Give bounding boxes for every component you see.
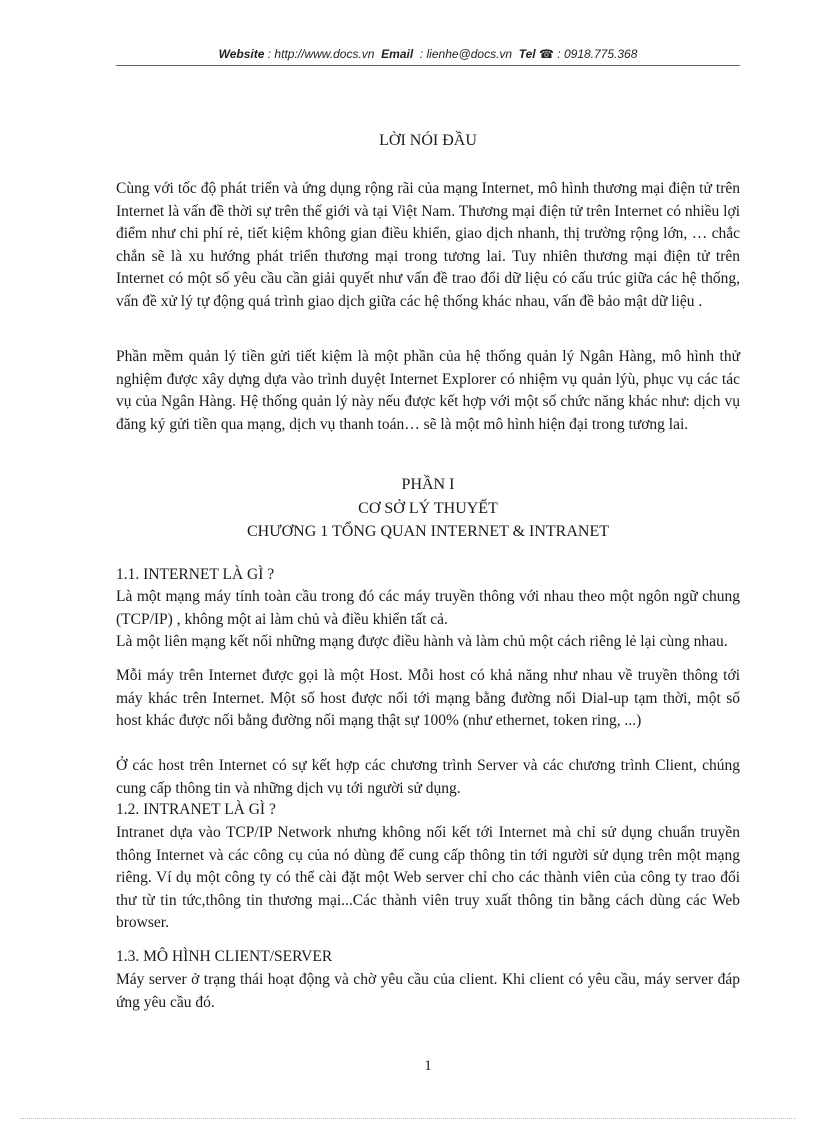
intro-paragraph-1: Cùng với tốc độ phát triển và ứng dụng rộng rãi của mạng Internet, mô hình thương mại điện tử trên Internet là vấn đề thời sự trên thế giới và tại Việt Nam. Thương mại điện tử trên Internet có nhiều lợi điểm như chi phí rẻ, tiết kiệm không gian điều khiển, giao dịch nhanh, thị trường rộng lớn, … chắc chắn sẽ là xu hướng phát triển thương mại trong tương lai. Tuy nhiên thương mại điện tử trên Internet có một số yêu cầu cần giải quyết như vấn đề trao đổi dữ liệu có cấu trúc giữa các hệ thống, vấn đề xử lý tự động quá trình giao dịch giữa các hệ thống khác nhau, vấn đề bảo mật dữ liệu . — [116, 180, 740, 310]
section-1-3-paragraph: Máy server ở trạng thái hoạt động và chờ yêu cầu của client. Khi client có yêu cầu, máy server đáp ứng yêu cầu đó. — [116, 971, 740, 1011]
page-title: LỜI NÓI ĐẦU — [379, 132, 477, 149]
phone-icon: ☎ — [539, 47, 554, 61]
section-1-1-paragraph: Ở các host trên Internet có sự kết hợp các chương trình Server và các chương trình Client, chúng cung cấp thông tin và những dịch vụ tới người sử dụng. — [116, 757, 740, 797]
section-1-2-paragraph: Intranet dựa vào TCP/IP Network nhưng không nối kết tới Internet mà chỉ sử dụng chuẩn truyền thông Internet và các công cụ của nó dùng để cung cấp thông tin tới người sử dụng trên một mạng riêng. Ví dụ một công ty có thể cài đặt một Web server chỉ cho các thành viên của công ty trao đổi thư từ tin tức,thông tin thương mại...Các thành viên truy xuất thông tin bằng cách dùng các Web browser. — [116, 824, 740, 932]
section-heading-1-2: 1.2. INTRANET LÀ GÌ ? — [116, 801, 276, 818]
email-label: Email — [381, 47, 414, 61]
header-divider — [116, 65, 740, 66]
chapter-heading: CHƯƠNG 1 TỔNG QUAN INTERNET & INTRANET — [246, 523, 609, 540]
website-label: Website — [218, 47, 265, 61]
section-1-1-paragraph: Là một liên mạng kết nối những mạng được điều hành và làm chủ một cách riêng lẻ lại cùng nhau. — [116, 633, 728, 650]
footer-divider — [20, 1118, 796, 1119]
page-header — [116, 46, 740, 62]
tel-value: : 0918.775.368 — [557, 47, 638, 61]
part-subtitle: CƠ SỞ LÝ THUYẾT — [358, 500, 498, 517]
section-1-1-paragraph: Mỗi máy trên Internet được gọi là một Host. Mỗi host có khả năng như nhau về truyền thông tới máy khác trên Internet. Một số host được nối tới mạng bằng đường nối Dial-up tạm thời, một số host khác được nối bằng đường nối mạng thật sự 100% (như ethernet, token ring, ...) — [116, 667, 740, 730]
part-heading: PHẦN I — [401, 476, 455, 493]
tel-label: Tel — [518, 47, 536, 61]
website-value: : http://www.docs.vn — [267, 47, 375, 61]
section-heading-1-3: 1.3. MÔ HÌNH CLIENT/SERVER — [116, 948, 333, 965]
page-number: 1 — [424, 1058, 432, 1074]
section-1-1-paragraph: Là một mạng máy tính toàn cầu trong đó các máy truyền thông với nhau theo một ngôn ngữ chung (TCP/IP) , không một ai làm chủ và điều khiển tất cả. — [116, 588, 740, 628]
section-heading-1-1: 1.1. INTERNET LÀ GÌ ? — [116, 566, 275, 583]
intro-paragraph-2: Phần mềm quản lý tiền gửi tiết kiệm là một phần của hệ thống quản lý Ngân Hàng, mô hình thử nghiệm được xây dựng dựa vào trình duyệt Internet Explorer có nhiệm vụ quản lýù, phục vụ các tác vụ của Ngân Hàng. Hệ thống quản lý này nếu được kết hợp với một số chức năng khác như: dịch vụ đăng ký gửi tiền qua mạng, dịch vụ thanh toán… sẽ là một mô hình hiện đại trong tương lai. — [116, 348, 740, 433]
email-value: : lienhe@docs.vn — [419, 47, 513, 61]
